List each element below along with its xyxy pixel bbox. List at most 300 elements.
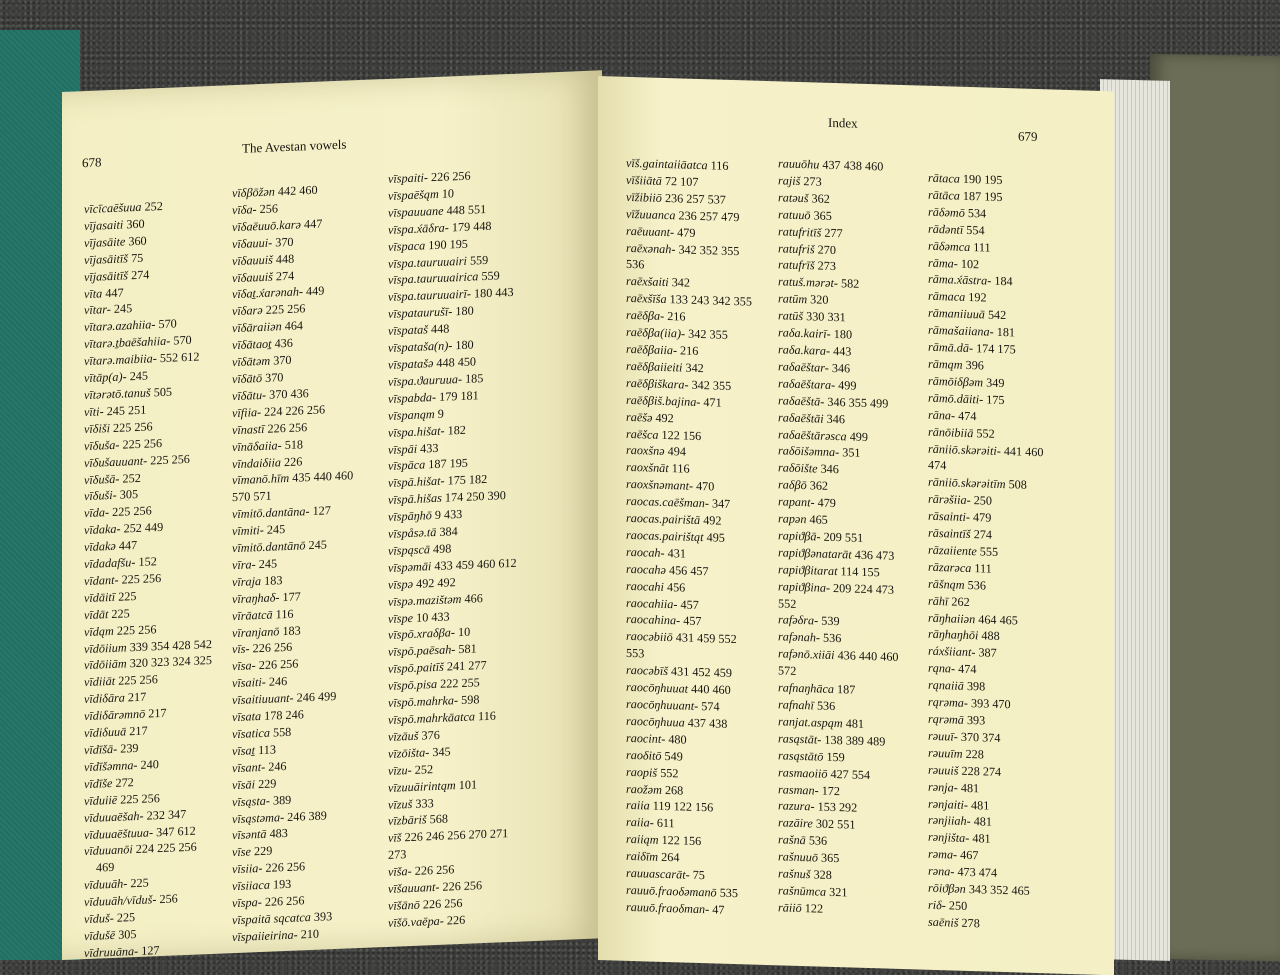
index-headword: raocahə [626,561,666,577]
index-page-refs: 474 [958,661,977,677]
index-headword: vīdadafšu- [84,555,136,572]
index-headword: raocint- [626,730,666,746]
index-headword: raoδitō [626,747,662,763]
index-page-refs: 272 [115,774,134,790]
index-headword: raēxšaiti [626,274,669,290]
index-page-refs: 536 [626,257,645,272]
index-page-refs: 274 [973,527,992,542]
index-headword: vīsatica [232,725,270,742]
index-page-refs: 464 [284,318,303,334]
index-headword: rāsaintīš [928,525,971,542]
index-headword: rąrəma- [928,694,968,711]
index-headword: vīspā.hišat- [388,473,445,491]
index-page-refs: 365 [821,850,840,866]
index-headword: raēδβaiieiti [626,358,683,375]
index-headword: vīδātaoṯ [232,336,272,353]
index-page-refs: 305 [118,926,137,942]
index-entry [232,924,353,946]
index-page-refs: 245 [258,556,278,572]
index-page-refs: 464 465 [978,611,1018,628]
index-page-refs: 122 156 [661,427,702,443]
index-page-refs: 226 246 256 270 271 [404,826,509,845]
index-headword: raoxšnāt [626,460,669,476]
index-page-refs: 236 257 479 [678,208,740,224]
index-page-refs: 10 433 [416,608,450,625]
index-headword: raoxšnə [626,443,665,459]
index-page-refs: 440 460 [691,681,731,698]
index-headword: vīraja [232,573,262,590]
index-page-refs: 568 [429,811,448,827]
index-page-refs: 225 [118,588,137,604]
index-page-refs: 226 [446,912,466,928]
index-page-refs: 241 277 [446,658,487,674]
index-headword: vīdāitī [84,589,116,605]
index-headword: raδa.kara- [778,342,831,358]
index-headword: rasmaoiiō [778,764,828,781]
index-page-refs: 122 156 [661,833,702,849]
index-headword: rapən [778,511,807,527]
index-page-refs: 180 [833,327,853,342]
index-headword: rafənō.xiiāi [778,646,835,663]
index-headword: vīspāŋhō [388,508,432,525]
index-page-refs: 179 181 [439,388,479,404]
index-page-refs: 347 [711,496,731,512]
index-page-refs: 182 [447,422,466,438]
index-page-refs: 75 [692,867,705,883]
index-headword: vīδātəm [232,353,271,370]
index-page-refs: 376 [421,727,440,743]
index-headword: vīdīšā- [84,741,118,758]
index-page-refs: 180 443 [474,285,514,301]
index-headword: vīspąscā [388,542,430,558]
index-headword: raδβō [778,477,807,493]
index-page-refs: 228 [965,746,984,762]
index-page-refs: 252 [122,470,141,486]
index-page-refs: 384 [439,524,458,539]
index-page-refs: 226 256 [258,656,299,673]
index-headword: vīspataš [388,322,428,339]
index-page-refs: 175 [986,392,1005,407]
index-page-refs: 433 [420,440,439,456]
index-headword: vīspa.hišat- [388,423,445,440]
index-headword: ratuš.mərət- [778,274,838,291]
index-page-refs: 370 [275,234,294,250]
index-headword: raocəbiiō [626,629,673,645]
index-page-refs: 245 [113,301,133,317]
index-headword: rauuascarāt- [626,865,690,882]
index-page-refs: 75 [131,250,144,265]
index-page-refs: 174 250 390 [444,488,506,505]
index-headword: vīδātu- [232,387,267,404]
index-headword: vīšānō [388,897,420,913]
index-page-refs: 342 [685,360,704,376]
index-page-refs: 252 [414,761,434,777]
index-headword: vīsa- [232,658,256,674]
index-page-refs: 273 [803,174,822,189]
index-headword: vīsata [232,709,262,725]
index-page-refs: 320 [810,292,829,308]
index-headword: vīsant- [232,759,266,775]
index-headword: rapiϑβitarat [778,562,838,578]
index-entry [928,914,1043,934]
index-headword: vīnāδaiia- [232,437,282,454]
index-headword: rātāca [928,187,960,203]
index-page-refs: 393 470 [971,696,1011,712]
index-headword: vīspa.tauruuairi [388,253,467,271]
index-page-refs: 330 331 [806,309,846,325]
index-headword: vīti- [84,404,104,419]
index-page-refs: 116 [671,461,690,477]
index-page-refs: 433 459 460 612 [434,555,517,573]
index-page-refs: 346 [820,461,839,477]
index-page-refs: 226 [284,453,303,469]
index-headword: vīzuuāirintąm [388,777,456,795]
index-page-refs: 542 [987,307,1007,323]
index-headword: raocahina- [626,612,681,628]
index-headword: ratufrīš [778,257,815,273]
index-headword: raēšə [626,409,653,425]
index-headword: vīspaitā sqcatca [232,909,311,928]
index-page-refs: 102 [960,256,980,271]
index-page-refs: 152 [138,554,157,569]
index-page-refs: 226 256 [264,893,305,909]
index-page-refs: 10 [441,186,455,201]
index-page-refs: 346 [831,360,851,376]
index-headword: raopiš [626,764,658,780]
index-page-refs: 111 [974,561,992,576]
index-headword: vīduuāh- [84,876,128,893]
index-headword: raocahiia- [626,595,678,611]
index-page-refs: 193 [272,876,292,892]
index-page-refs: 133 243 342 355 [669,292,752,309]
index-page-refs: 225 256 [116,621,157,638]
index-headword: rąrəmā [928,711,964,727]
index-headword: vīs- [232,641,250,657]
index-page-refs: 305 [119,487,139,503]
index-headword: vīspa.x́āδra- [388,220,449,237]
index-page-refs: 138 389 489 [824,732,886,749]
index-page-refs: 226 256 [442,878,483,894]
index-page-refs: 278 [961,915,980,931]
index-page-refs: 473 474 [957,864,998,881]
index-page-refs: 582 [840,276,860,292]
index-headword: vījasaiti [84,217,124,234]
index-headword: vīspatašə [388,356,434,372]
index-headword: raδa.kairī- [778,325,831,341]
index-page-refs: 217 [129,723,148,739]
index-headword: vīspō.paēsah- [388,642,456,660]
index-page-refs: 256 [259,201,278,216]
index-headword: vīδaēuuō.karə [232,217,301,234]
index-page-refs: 229 [254,843,273,859]
index-page-refs: 570 [158,316,177,332]
index-page-refs: 113 [258,742,276,758]
index-page-refs: 536 [808,833,828,849]
index-page-refs: 466 [464,590,483,606]
index-page-refs: 216 [680,343,699,358]
index-page-refs: 431 452 459 [671,664,732,681]
index-headword: vīzbāriš [388,812,427,829]
index-headword: vīzu- [388,762,412,778]
index-headword: vīspō.mahrka- [388,693,459,711]
index-headword: raiia- [626,815,654,830]
index-headword: vīspəmāi [388,559,432,575]
index-headword: rauuō.fraoδman- [626,899,710,917]
index-headword: rəuuī- [928,728,958,744]
index-headword: vīnastī [232,421,265,437]
index-headword: rāsainti- [928,508,970,525]
index-headword: vīδušā- [84,471,120,487]
index-page-refs: 396 [965,357,984,373]
index-column [928,170,1043,934]
index-headword: vīspataurušī- [388,304,453,322]
index-page-refs: 273 [817,258,836,274]
index-page-refs: 435 440 460 [292,468,354,486]
index-page-refs: 574 [701,699,720,714]
index-headword: vīspō.pisa [388,677,438,694]
index-headword: vīδiši [84,420,110,436]
index-headword: razura- [778,798,815,814]
index-page-refs: 499 [838,377,857,393]
index-page-refs: 321 [829,884,848,900]
index-page-refs: 447 [118,538,138,553]
index-headword: rāniiō.skərəiti- [928,441,1001,458]
index-page-refs: 190 195 [962,171,1003,188]
index-page-refs: 252 449 [123,520,164,536]
index-headword: vīduš- [84,910,114,927]
index-headword: vīspåsə.tā [388,524,437,541]
index-headword: vīš.gaintaiiāatca [626,155,708,173]
index-headword: vījasāitīš [84,251,129,267]
index-page-refs: 447 [105,285,124,300]
index-page-refs: 362 [809,478,828,494]
index-page-refs: 449 [306,283,325,299]
index-page-refs: 217 [127,689,147,705]
index-headword: vīduuāh/vīduš- [84,892,157,910]
index-page-refs: 187 195 [428,456,468,472]
index-headword: vīsāi [232,776,256,792]
index-page-refs: 116 [478,708,496,724]
index-page-refs: 492 [655,410,674,425]
index-page-refs: 481 [972,831,991,846]
index-headword: rašnā [778,832,806,848]
index-headword: raiδīm [626,848,659,864]
index-page-refs: 228 274 [961,763,1002,779]
index-page-refs: 226 256 [414,862,455,878]
index-page-refs: 393 [313,909,333,924]
index-headword: vīfiia- [232,404,262,420]
index-headword: vīspaēšąm [388,186,439,203]
index-page-refs: 209 551 [823,529,864,545]
index-page-refs: 225 256 [112,503,152,520]
index-page-refs: 539 [821,614,840,629]
index-page-refs: 240 [140,757,159,772]
index-headword: raδaēštara- [778,376,836,392]
index-headword: rāmō.dāiti- [928,390,984,407]
index-headword: vīspō.paitīš [388,659,444,677]
index-headword: rašnuš [778,866,811,882]
index-headword: vītarə.ṯbaēšahiia- [84,333,171,352]
index-headword: vīsəntā [232,827,267,843]
index-headword: rasąstātō [778,748,824,764]
index-headword: rāiiō [778,900,802,915]
index-headword: rafnahī [778,697,814,713]
index-headword: vīduuaēšah- [84,808,144,825]
index-headword: rōiϑβən [928,880,966,896]
index-page-refs: 431 [667,545,686,561]
index-page-refs: 448 450 [436,354,477,370]
index-headword: saēniš [928,914,959,930]
index-page-refs: 555 [979,544,999,559]
index-page-refs: 172 [821,783,840,798]
index-page-refs: 274 [275,268,295,283]
index-headword: raδaēštāi [778,409,824,426]
index-page-refs: 558 [272,724,292,740]
index-headword: vītarə.maibiia- [84,351,157,369]
index-page-refs: 268 [664,782,684,798]
index-headword: razāire [778,815,813,831]
index-headword: ratəuš [778,190,809,206]
index-headword: vīspaca [388,238,426,254]
index-page-refs: 226 256 [252,640,293,656]
index-page-refs: 387 [978,645,997,661]
index-headword: vīspaiti- [388,170,428,186]
index-page-refs: 481 [960,780,980,795]
index-headword: vīspa.tauruuairī- [388,286,471,305]
index-headword: vīduuanōi [84,842,133,859]
index-headword: rapiϑβā- [778,528,821,544]
index-headword: vīndaiδiia [232,454,281,471]
index-page-refs: 153 292 [817,799,858,816]
running-head: The Avestan vowels [242,136,347,156]
index-headword: ranjat.aspąm [778,714,843,731]
index-headword: vīδauuiš [232,269,273,285]
index-page-refs: 552 [778,595,797,611]
index-page-refs: 447 [304,216,323,232]
index-headword: vīmanō.hīm [232,471,290,488]
page-number: 678 [82,154,102,171]
index-page-refs: 498 [433,541,452,557]
index-headword: rapant- [778,494,815,510]
index-headword: rafnaŋhāca [778,680,834,697]
index-headword: vīdušē [84,927,116,944]
index-headword: vīδauui- [232,235,273,251]
index-headword: rafəδra- [778,612,819,629]
index-headword: raēδβa- [626,307,665,324]
index-page-refs: 436 473 [854,547,895,563]
index-headword: rəna- [928,863,955,879]
index-page-refs: 246 499 [296,689,337,705]
index-headword: raēuuant- [626,223,675,239]
index-page-refs: 178 246 [264,707,304,723]
index-page-refs: 351 [842,445,861,461]
index-headword: rāŋhaiiən [928,610,976,626]
index-headword: vīsąstəma- [232,809,285,826]
index-page-refs: 342 [671,275,690,291]
index-headword: vīspe [388,610,414,626]
index-page-refs: 225 [130,875,149,891]
index-page-refs: 342 355 [691,377,732,393]
index-headword: vīcīcaēšuua [84,199,142,217]
index-headword: rāniiō.skərəitīm [928,475,1006,492]
index-headword: vīta [84,285,103,301]
index-page-refs: 225 256 [120,790,160,807]
index-page-refs: 262 [951,594,970,609]
index-page-refs: 456 457 [668,562,709,579]
index-headword: vīδuša- [84,437,120,453]
index-headword: raocahi [626,578,664,594]
index-page-refs: 346 355 499 [827,394,889,411]
index-page-refs: 480 [668,731,687,747]
index-page-refs: 246 [268,674,288,689]
index-headword: rajiš [778,173,801,188]
index-headword: raocas.caēšman- [626,493,709,511]
index-page-refs: 226 256 [267,419,308,436]
index-headword: vīsiia- [232,861,263,877]
index-page-refs: 225 256 [150,451,190,468]
index-headword: raocas.pairištąt [626,527,704,545]
index-headword: vītərətō.tanuš [84,385,151,403]
index-page-refs: 302 551 [815,816,856,832]
index-page-refs: 474 [958,408,977,423]
index-headword: vīdruuāna- [84,943,139,960]
index-headword: ráxšiiant- [928,644,976,660]
index-headword: vītarə.azahiia- [84,317,156,335]
index-headword: vīδarə [232,303,263,319]
index-headword: vīspə.mazištəm [388,591,462,609]
index-headword: vīzuš [388,796,413,812]
index-page-refs: 508 [1008,477,1027,493]
index-headword: rādəntī [928,221,964,237]
index-headword: vīδātō [232,370,263,387]
index-headword: vīspabda- [388,389,437,406]
index-page-refs: 225 256 [113,419,153,435]
index-page-refs: 431 459 552 [675,630,737,647]
index-page-refs: 328 [813,867,832,883]
index-headword: raēδβiškara- [626,375,689,392]
index-headword: vījasāite [84,234,126,250]
index-page-refs: 370 [265,370,284,385]
index-headword: raδōišəmna- [778,443,840,460]
index-page-refs: 559 [481,268,500,284]
index-headword: vīdiiāt [84,674,116,690]
index-headword: raδaēštārəsca [778,426,847,443]
index-headword: vīdiδuuā [84,724,127,741]
index-page-refs: 448 551 [446,201,487,218]
index-headword: raocōŋhuuant- [626,696,699,713]
index-page-refs: 436 440 460 [837,648,899,665]
index-page-refs: 370 374 [960,729,1001,745]
index-page-refs: 122 [804,901,824,916]
index-page-refs: 217 [148,705,167,721]
index-page-refs: 119 122 156 [652,799,714,815]
index-headword: vīdakə [84,538,116,555]
index-page-refs: 347 612 [156,823,196,839]
index-page-refs: 343 352 465 [968,882,1030,898]
index-headword: rāδəmca [928,238,971,254]
index-headword: vīdōiium [84,639,127,656]
index-headword: ratuuō [778,207,811,223]
index-headword: vīspō.mahrkāatca [388,709,475,727]
index-headword: vīsaiti- [232,675,266,691]
index-headword: vīdiδārəmnō [84,706,146,724]
index-page-refs: 72 107 [664,173,699,189]
index-column [778,155,899,919]
index-headword: vīranjanō [232,623,280,640]
index-headword: vīzāuš [388,728,419,744]
index-page-refs: 192 [968,290,987,305]
index-headword: vīduuaēštuua- [84,824,154,842]
